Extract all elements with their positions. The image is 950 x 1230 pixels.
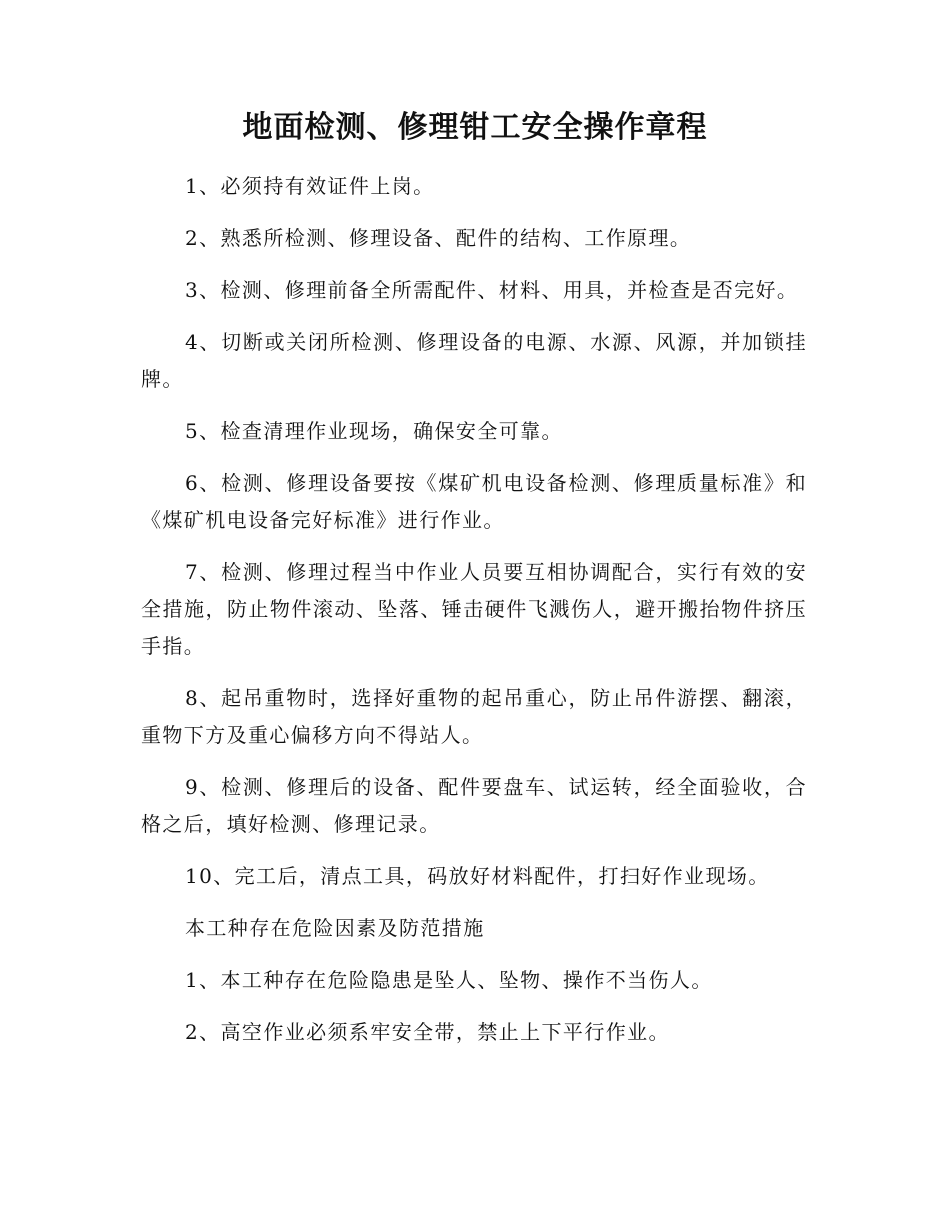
paragraph-6: 6、检测、修理设备要按《煤矿机电设备检测、修理质量标准》和《煤矿机电设备完好标准》进行作业。: [141, 471, 807, 532]
paragraph-4: 4、切断或关闭所检测、修理设备的电源、水源、风源，并加锁挂牌。: [141, 330, 807, 391]
paragraph-7: 7、检测、修理过程当中作业人员要互相协调配合，实行有效的安全措施，防止物件滚动、坠落、锤击硬件飞溅伤人，避开搬抬物件挤压手指。: [141, 560, 807, 658]
hazard-paragraph-2: 2、高空作业必须系牢安全带，禁止上下平行作业。: [185, 1020, 670, 1044]
paragraph-8: 8、起吊重物时，选择好重物的起吊重心，防止吊件游摆、翻滚，重物下方及重心偏移方向不得站人。: [141, 686, 807, 747]
paragraph-10: 10、完工后，清点工具，码放好材料配件，打扫好作业现场。: [185, 864, 770, 888]
document-body: [141, 168, 807, 1066]
paragraph-5: 5、检查清理作业现场，确保安全可靠。: [185, 419, 563, 443]
paragraph-1: 1、必须持有效证件上岗。: [185, 174, 435, 198]
hazard-paragraph-1: 1、本工种存在危险隐患是坠人、坠物、操作不当伤人。: [185, 968, 713, 992]
section-heading-hazards: 本工种存在危险因素及防范措施: [185, 916, 485, 940]
document-title: 地面检测、修理钳工安全操作章程: [242, 110, 708, 145]
paragraph-3: 3、检测、修理前备全所需配件、材料、用具，并检查是否完好。: [185, 278, 799, 302]
paragraph-9: 9、检测、修理后的设备、配件要盘车、试运转，经全面验收，合格之后，填好检测、修理记录。: [141, 775, 807, 836]
paragraph-2: 2、熟悉所检测、修理设备、配件的结构、工作原理。: [185, 226, 692, 250]
